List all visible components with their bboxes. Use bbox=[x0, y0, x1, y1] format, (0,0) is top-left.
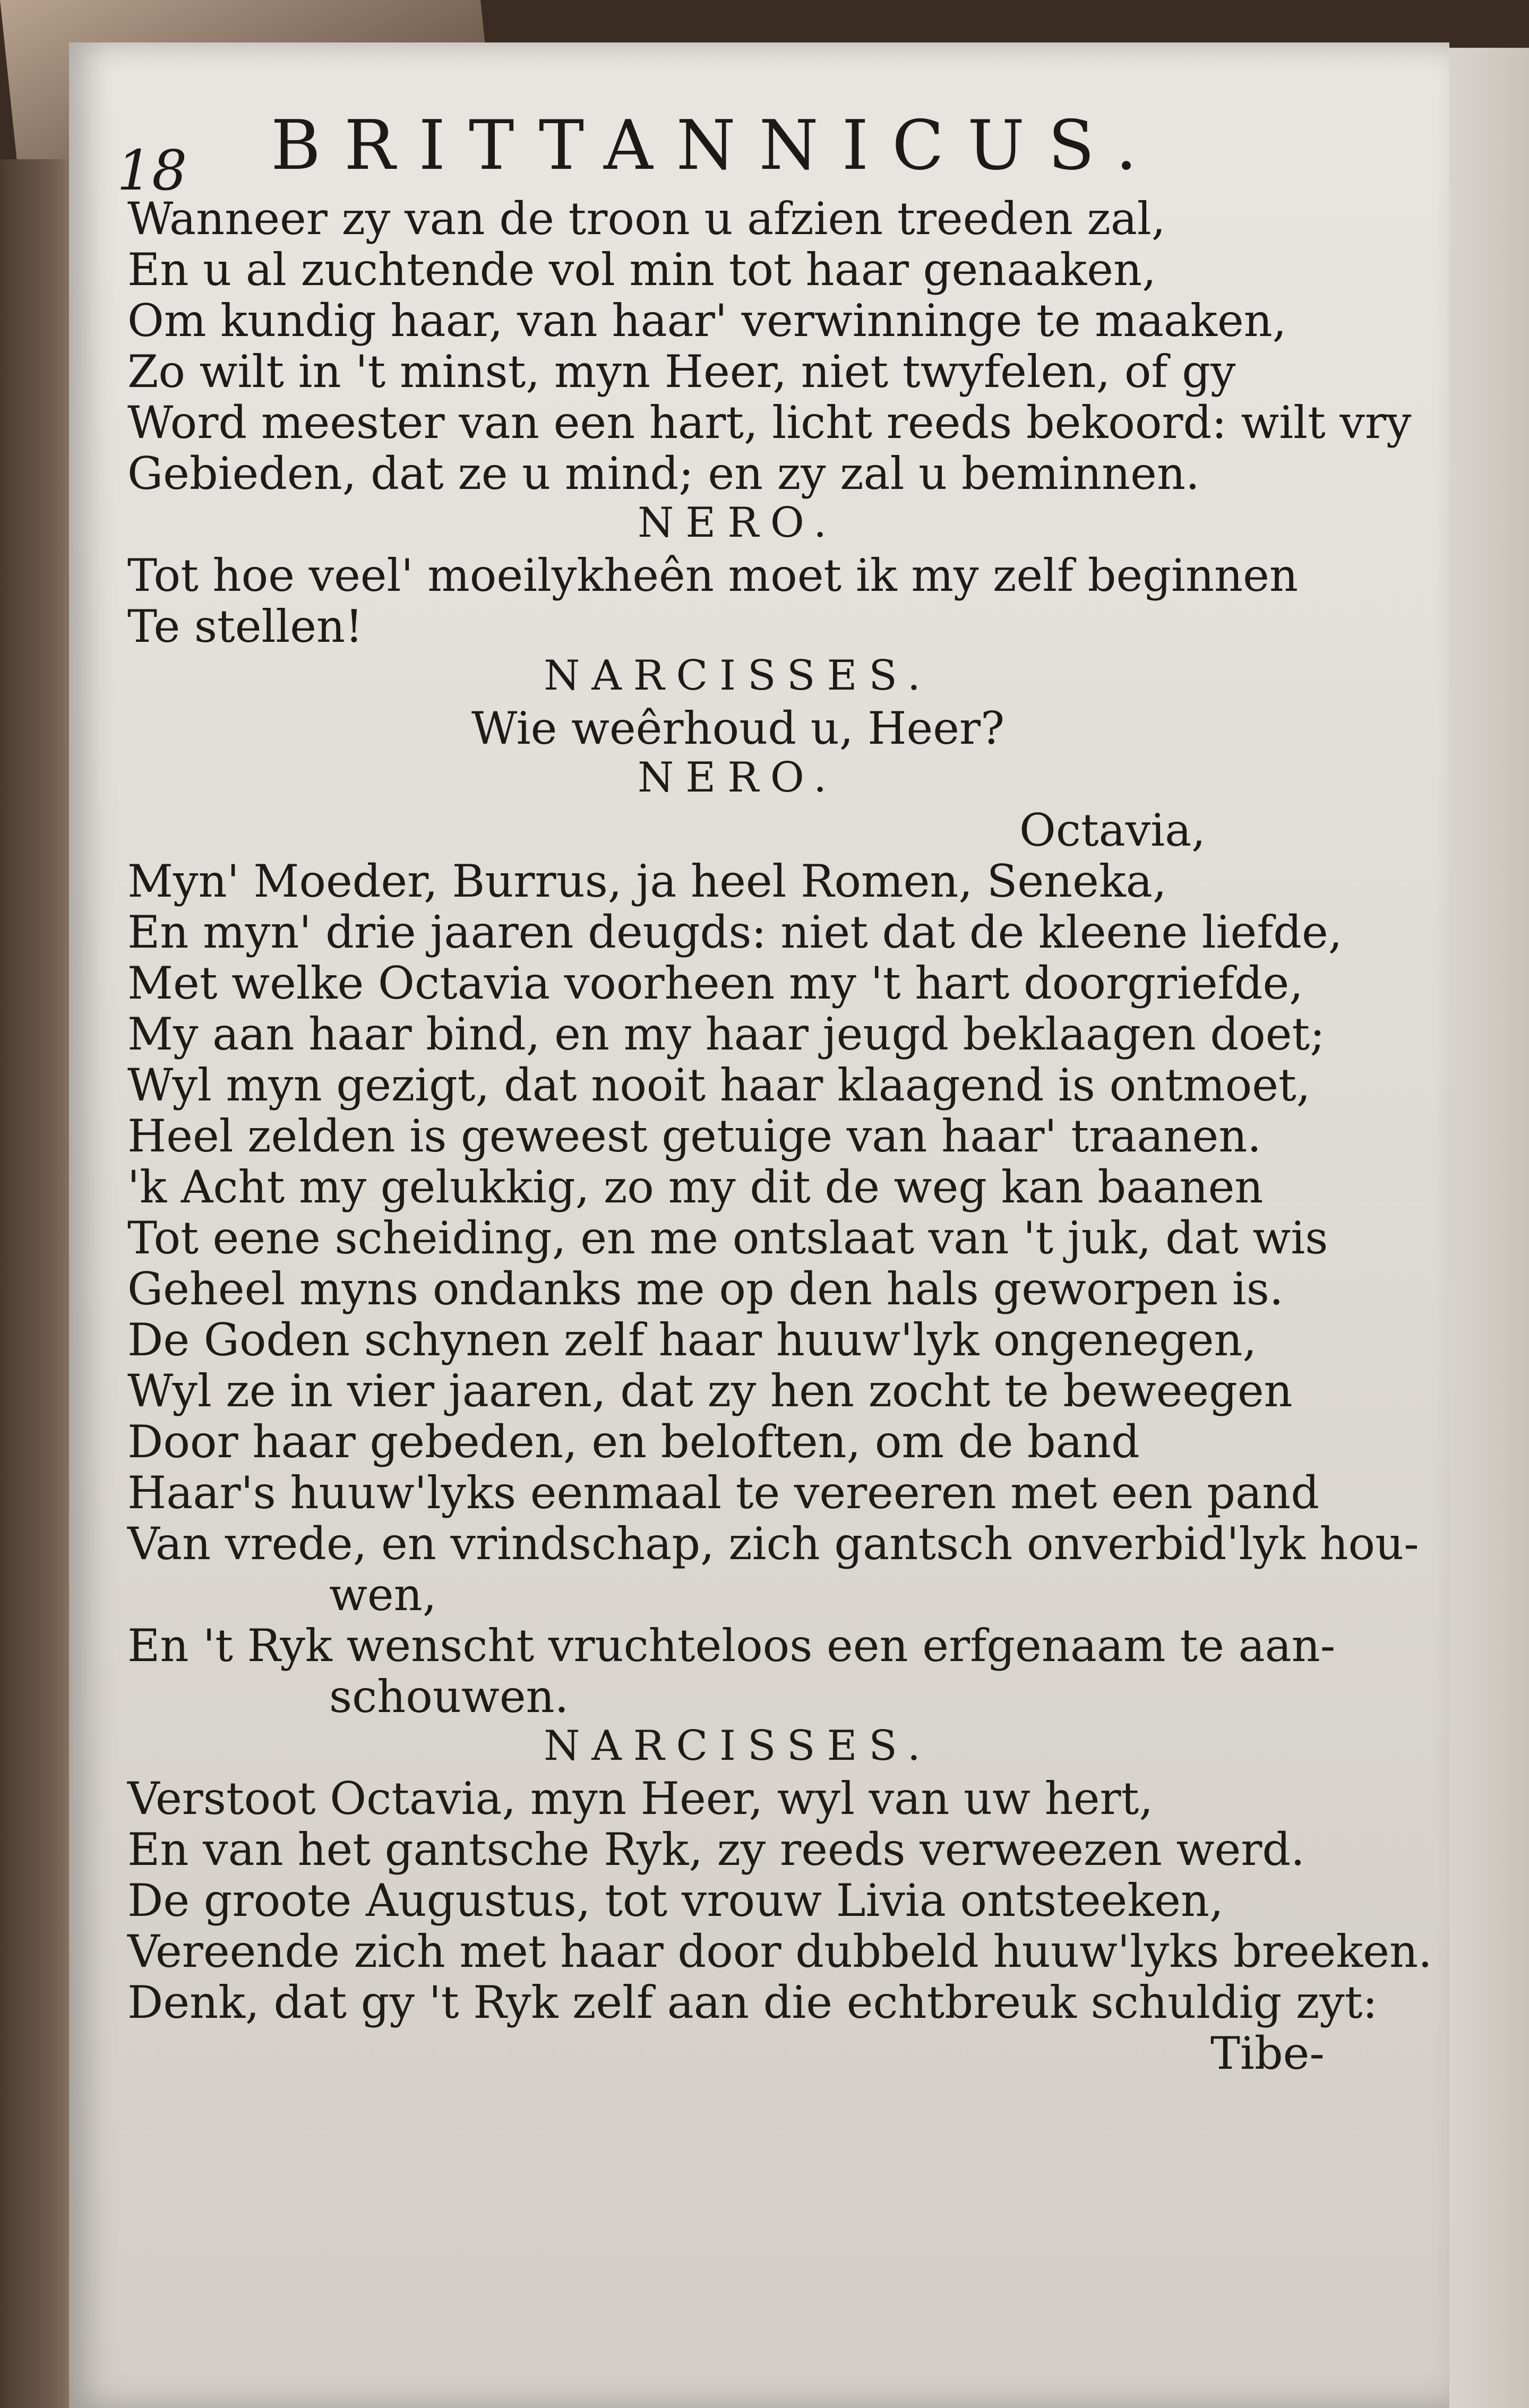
verse-line: Wyl myn gezigt, dat nooit haar klaagend is ontmoet, bbox=[127, 1059, 1311, 1111]
verse-line: Om kundig haar, van haar' verwinninge te maaken, bbox=[127, 295, 1287, 347]
verse-line: Wie weêrhoud u, Heer? bbox=[471, 702, 1005, 754]
verse-line: Myn' Moeder, Burrus, ja heel Romen, Seneka, bbox=[127, 855, 1167, 907]
catchword: Tibe- bbox=[1210, 2027, 1325, 2079]
verse-line: Wanneer zy van de troon u afzien treeden zal, bbox=[127, 193, 1166, 245]
verse-line: Tot eene scheiding, en me ontslaat van 't juk, dat wis bbox=[127, 1212, 1328, 1264]
verse-line: Van vrede, en vrindschap, zich gantsch onverbid'lyk hou- bbox=[127, 1518, 1419, 1570]
verse-line: Denk, dat gy 't Ryk zelf aan die echtbreuk schuldig zyt: bbox=[127, 1976, 1378, 2028]
verse-line: My aan haar bind, en my haar jeugd beklaagen doet; bbox=[127, 1008, 1325, 1060]
verse-line: Verstoot Octavia, myn Heer, wyl van uw hert, bbox=[127, 1773, 1154, 1825]
verse-line: Haar's huuw'lyks eenmaal te vereeren met een pand bbox=[127, 1467, 1320, 1519]
speaker-name: NERO. bbox=[637, 754, 839, 802]
verse-line: Te stellen! bbox=[127, 600, 363, 652]
page-number: 18 bbox=[117, 138, 187, 203]
verse-line: Vereende zich met haar door dubbeld huuw'lyks breeken. bbox=[127, 1925, 1432, 1977]
verse-line: En myn' drie jaaren deugds: niet dat de kleene liefde, bbox=[127, 906, 1343, 958]
facing-page-edge bbox=[1446, 48, 1529, 2408]
verse-line: En 't Ryk wenscht vruchteloos een erfgenaam te aan- bbox=[127, 1620, 1336, 1672]
verse-line: Wyl ze in vier jaaren, dat zy hen zocht te beweegen bbox=[127, 1365, 1293, 1417]
verse-line: Octavia, bbox=[1019, 804, 1206, 856]
verse-turnover: wen, bbox=[329, 1569, 437, 1621]
book-binding-left bbox=[0, 159, 74, 2408]
verse-line: 'k Acht my gelukkig, zo my dit de weg kan baanen bbox=[127, 1161, 1264, 1213]
verse-line: En van het gantsche Ryk, zy reeds verweezen werd. bbox=[127, 1824, 1305, 1876]
speaker-name: NARCISSES. bbox=[544, 1722, 932, 1770]
speaker-name: NERO. bbox=[637, 499, 839, 547]
verse-line: Met welke Octavia voorheen my 't hart doorgriefde, bbox=[127, 957, 1303, 1009]
running-title: BRITTANNICUS. bbox=[271, 106, 1161, 185]
verse-line: Word meester van een hart, licht reeds bekoord: wilt vry bbox=[127, 397, 1412, 449]
verse-line: Zo wilt in 't minst, myn Heer, niet twyfelen, of gy bbox=[127, 346, 1236, 398]
verse-line: Tot hoe veel' moeilykheên moet ik my zelf beginnen bbox=[127, 549, 1298, 601]
verse-line: Door haar gebeden, en beloften, om de band bbox=[127, 1416, 1140, 1468]
verse-line: De groote Augustus, tot vrouw Livia ontsteeken, bbox=[127, 1874, 1224, 1927]
verse-turnover: schouwen. bbox=[329, 1671, 569, 1723]
verse-line: En u al zuchtende vol min tot haar genaaken, bbox=[127, 244, 1156, 296]
verse-line: Heel zelden is geweest getuige van haar' traanen. bbox=[127, 1110, 1262, 1162]
speaker-name: NARCISSES. bbox=[544, 652, 932, 700]
verse-line: Gebieden, dat ze u mind; en zy zal u beminnen. bbox=[127, 448, 1200, 500]
verse-line: De Goden schynen zelf haar huuw'lyk ongenegen, bbox=[127, 1314, 1257, 1366]
verse-line: Geheel myns ondanks me op den hals geworpen is. bbox=[127, 1263, 1284, 1315]
